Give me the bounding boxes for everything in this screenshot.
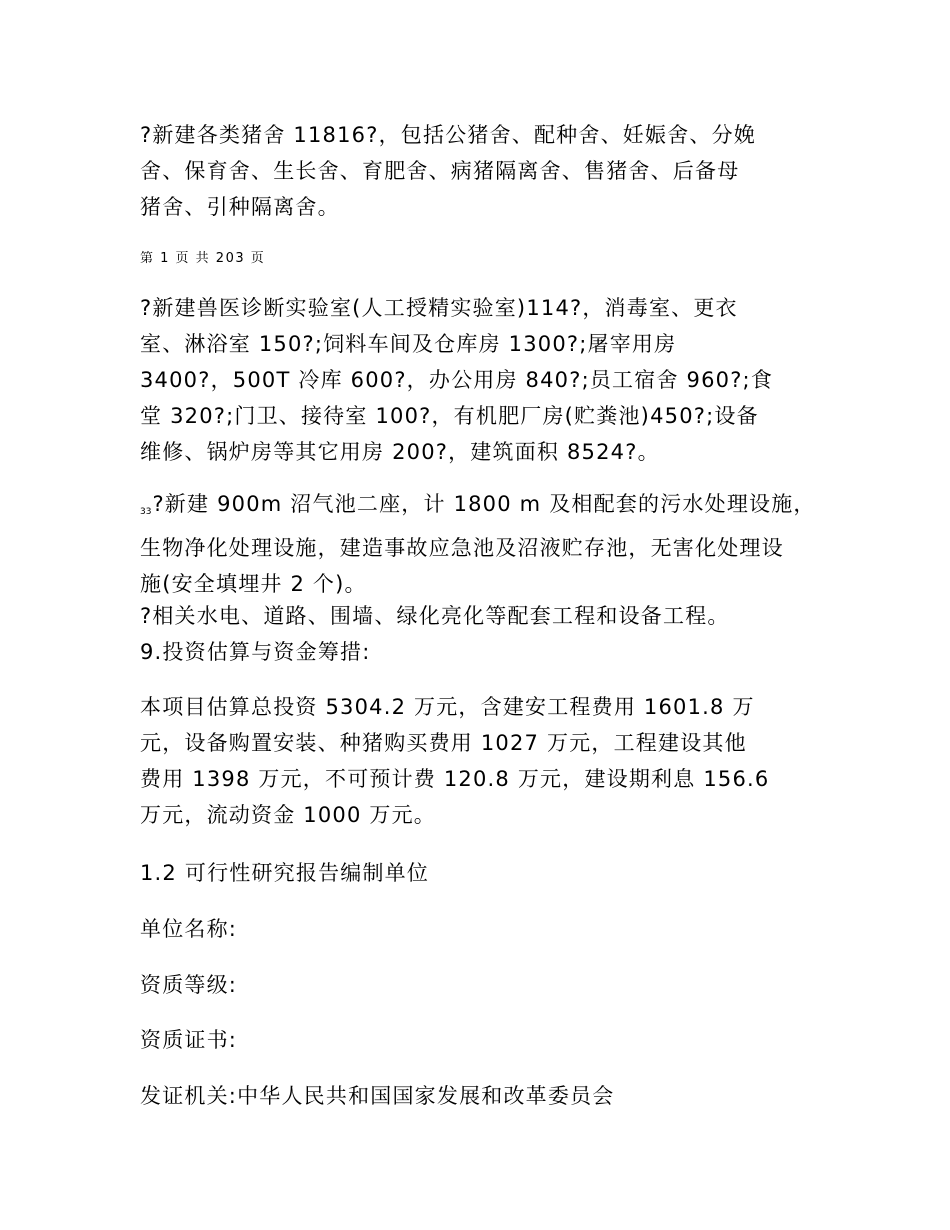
heading-text: 1.2 可行性研究报告编制单位 <box>140 861 430 885</box>
text-line: 舍、保育舍、生长舍、育肥舍、病猪隔离舍、售猪舍、后备母 <box>140 159 740 183</box>
field-qualification-level <box>140 967 820 1003</box>
text-line: 猪舍、引种隔离舍。 <box>140 195 340 219</box>
field-unit-name <box>140 911 820 947</box>
text-line: 堂 320?;门卫、接待室 100?，有机肥厂房(贮粪池)450?;设备 <box>140 404 759 428</box>
text-line: 万元，流动资金 1000 万元。 <box>140 803 436 827</box>
paragraph-buildings <box>140 290 820 470</box>
text-line: 费用 1398 万元，不可预计费 120.8 万元，建设期利息 156.6 <box>140 767 770 791</box>
text-line: 元，设备购置安装、种猪购买费用 1027 万元，工程建设其他 <box>140 731 747 755</box>
section-heading-unit <box>140 855 820 891</box>
text-line: ?新建各类猪舍 11816?，包括公猪舍、配种舍、妊娠舍、分娩 <box>140 123 756 147</box>
text-line: ?相关水电、道路、围墙、绿化亮化等配套工程和设备工程。 <box>140 604 730 628</box>
page-footer <box>140 247 820 268</box>
text-line: 维修、锅炉房等其它用房 200?，建筑面积 8524?。 <box>140 440 660 464</box>
text-line: 生物净化处理设施，建造事故应急池及沼液贮存池，无害化处理设 <box>140 536 784 560</box>
paragraph-biogas <box>140 486 820 602</box>
page-number-text: 第 1 页 共 203 页 <box>140 251 266 266</box>
text-line: 3400?，500T 冷库 600?，办公用房 840?;员工宿舍 960?;食 <box>140 368 774 392</box>
section-heading-investment: 9.投资估算与资金筹措: <box>140 640 371 664</box>
text-line: 室、淋浴室 150?;饲料车间及仓库房 1300?;屠宰用房 <box>140 332 677 356</box>
field-label: 资质证书: <box>140 1028 238 1052</box>
paragraph-pig-houses <box>140 117 820 225</box>
field-label: 资质等级: <box>140 973 238 997</box>
field-label: 发证机关:中华人民共和国国家发展和改革委员会 <box>140 1084 615 1108</box>
paragraph-investment <box>140 689 820 833</box>
field-label: 单位名称: <box>140 917 238 941</box>
text-line: ?新建兽医诊断实验室(人工授精实验室)114?，消毒室、更衣 <box>140 296 738 320</box>
text-line-content: ?新建 900m 沼气池二座，计 1800 m 及相配套的污水处理设施， <box>152 492 816 516</box>
superscript-marker: 33 <box>140 507 152 517</box>
paragraph-utilities <box>140 598 820 670</box>
field-certificate <box>140 1022 820 1058</box>
text-line: 本项目估算总投资 5304.2 万元，含建安工程费用 1601.8 万 <box>140 695 755 719</box>
text-line: 施(安全填埋井 2 个)。 <box>140 572 367 596</box>
text-line <box>140 486 820 530</box>
field-issuer <box>140 1078 820 1114</box>
